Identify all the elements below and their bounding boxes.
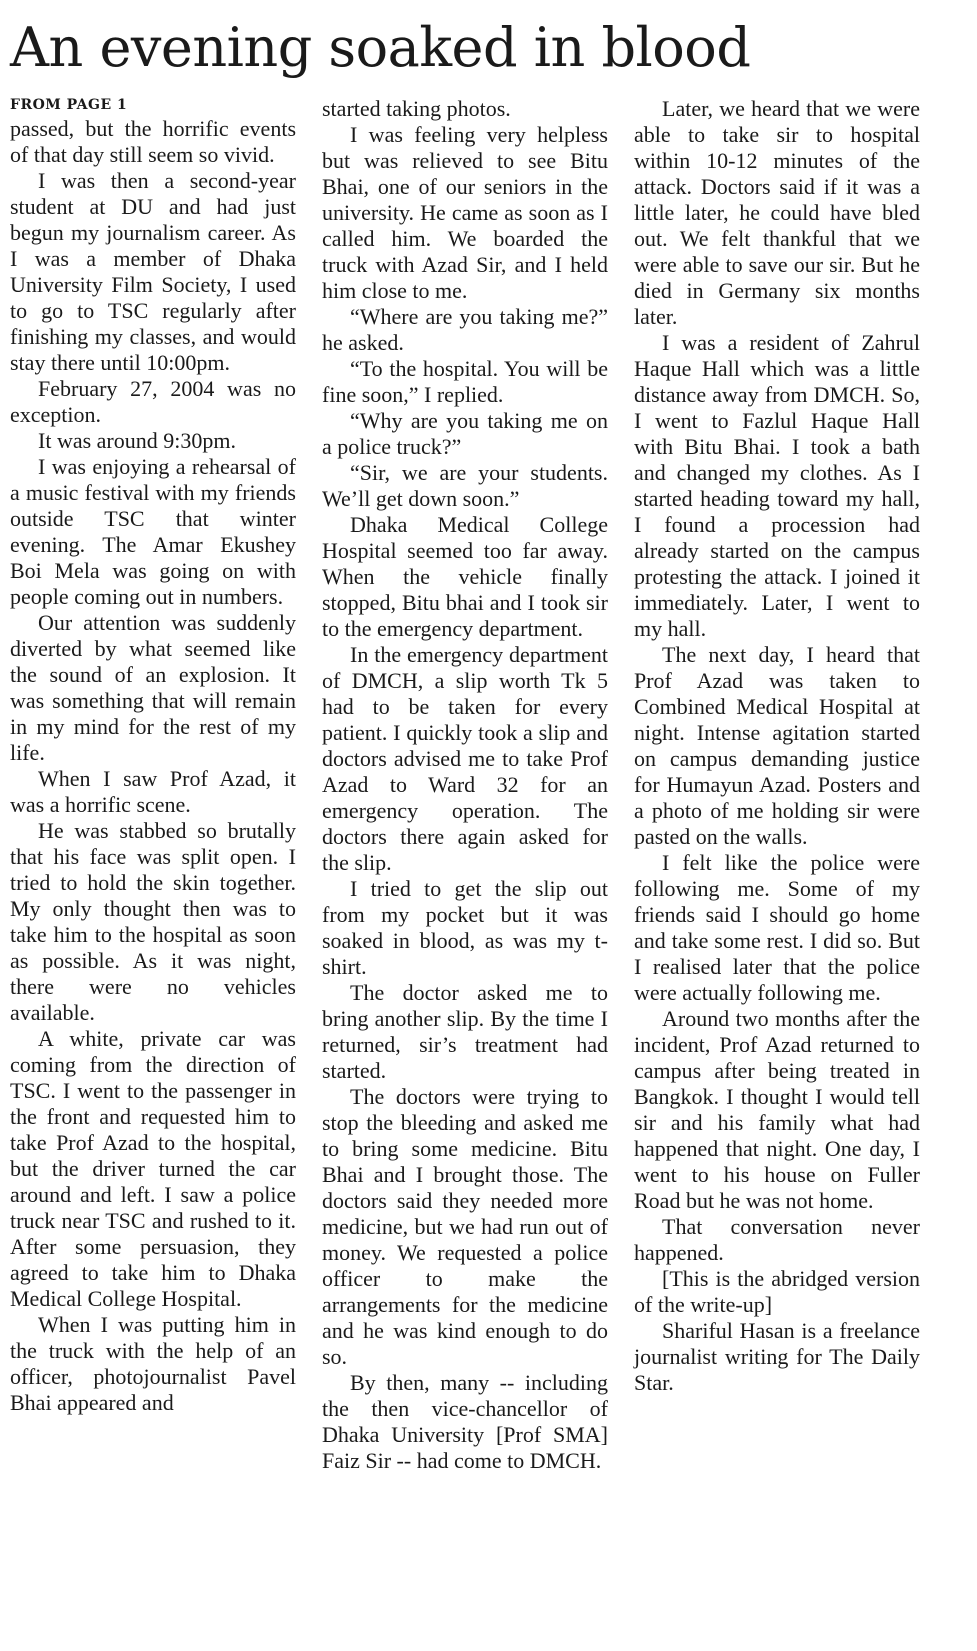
paragraph: The next day, I heard that Prof Azad was taken to Combined Medical Hospital at night. Intense agitation started on campus demanding justice for Humayun Azad. Posters and a photo of me holding sir were pasted on the walls. (634, 642, 920, 849)
paragraph: “Where are you taking me?” he asked. (322, 304, 608, 355)
paragraph: A white, private car was coming from the direction of TSC. I went to the passenger in the front and requested him to take Prof Azad to the hospital, but the driver turned the car around and left. I saw a police truck near TSC and rushed to it. After some persuasion, they agreed to take him to Dhaka Medical College Hospital. (10, 1026, 296, 1311)
paragraph: It was around 9:30pm. (38, 428, 236, 453)
continuation-kicker: FROM PAGE 1 (10, 97, 128, 113)
paragraph: passed, but the horrific events of that day still seem so vivid. (10, 116, 296, 167)
paragraph: I was enjoying a rehearsal of a music festival with my friends outside TSC that winter evening. The Amar Ekushey Boi Mela was going on with people coming out in numbers. (10, 454, 296, 609)
paragraph: [This is the abridged version of the write-up] (634, 1266, 920, 1317)
paragraph: By then, many -- including the then vice-chancellor of Dhaka University [Prof SMA] Faiz Sir -- had come to DMCH. (322, 1370, 608, 1473)
paragraph: Dhaka Medical College Hospital seemed too far away. When the vehicle finally stopped, Bitu bhai and I took sir to the emergency department. (322, 512, 608, 641)
paragraph: Around two months after the incident, Prof Azad returned to campus after being treated in Bangkok. I thought I would tell sir and his family what had happened that night. One day, I went to his house on Fuller Road but he was not home. (634, 1006, 920, 1213)
paragraph: In the emergency department of DMCH, a slip worth Tk 5 had to be taken for every patient. I quickly took a slip and doctors advised me to take Prof Azad to Ward 32 for an emergency operation. The doctors there again asked for the slip. (322, 642, 608, 875)
paragraph: February 27, 2004 was no exception. (10, 376, 296, 427)
column-3 (634, 96, 920, 1641)
paragraph: I felt like the police were following me. Some of my friends said I should go home and take some rest. I did so. But I realised later that the police were actually following me. (634, 850, 920, 1005)
paragraph: “To the hospital. You will be fine soon,” I replied. (322, 356, 608, 407)
paragraph: I tried to get the slip out from my pocket but it was soaked in blood, as was my t-shirt. (322, 876, 608, 979)
paragraph: started taking photos. (322, 96, 511, 121)
paragraph: Later, we heard that we were able to take sir to hospital within 10-12 minutes of the attack. Doctors said if it was a little later, he could have bled out. We felt thankful that we were able to save our sir. But he died in Germany six months later. (634, 96, 920, 329)
article-columns (10, 96, 920, 1641)
paragraph: “Why are you taking me on a police truck?” (322, 408, 608, 459)
paragraph: When I was putting him in the truck with the help of an officer, photojournalist Pavel Bhai appeared and (10, 1312, 296, 1415)
paragraph: That conversation never happened. (634, 1214, 920, 1265)
paragraph: I was a resident of Zahrul Haque Hall which was a little distance away from DMCH. So, I went to Fazlul Haque Hall with Bitu Bhai. I took a bath and changed my clothes. As I started heading toward my hall, I found a procession had already started on the campus protesting the attack. I joined it immediately. Later, I went to my hall. (634, 330, 920, 641)
paragraph: I was then a second-year student at DU and had just begun my journalism career. As I was a member of Dhaka University Film Society, I used to go to TSC regularly after finishing my classes, and would stay there until 10:00pm. (10, 168, 296, 375)
column-1 (10, 96, 296, 1641)
paragraph: He was stabbed so brutally that his face was split open. I tried to hold the skin together. My only thought then was to take him to the hospital as soon as possible. As it was night, there were no vehicles available. (10, 818, 296, 1025)
headline: An evening soaked in blood (10, 16, 751, 79)
paragraph: The doctors were trying to stop the bleeding and asked me to bring some medicine. Bitu Bhai and I brought those. The doctors said they needed more medicine, but we had run out of money. We requested a police officer to make the arrangements for the medicine and he was kind enough to do so. (322, 1084, 608, 1369)
paragraph: When I saw Prof Azad, it was a horrific scene. (10, 766, 296, 817)
column-2 (322, 96, 608, 1641)
paragraph: Our attention was suddenly diverted by what seemed like the sound of an explosion. It was something that will remain in my mind for the rest of my life. (10, 610, 296, 765)
paragraph: I was feeling very helpless but was relieved to see Bitu Bhai, one of our seniors in the university. He came as soon as I called him. We boarded the truck with Azad Sir, and I held him close to me. (322, 122, 608, 303)
paragraph: The doctor asked me to bring another slip. By the time I returned, sir’s treatment had started. (322, 980, 608, 1083)
author-bio: Shariful Hasan is a freelance journalist writing for The Daily Star. (634, 1318, 920, 1395)
paragraph: “Sir, we are your students. We’ll get down soon.” (322, 460, 608, 511)
